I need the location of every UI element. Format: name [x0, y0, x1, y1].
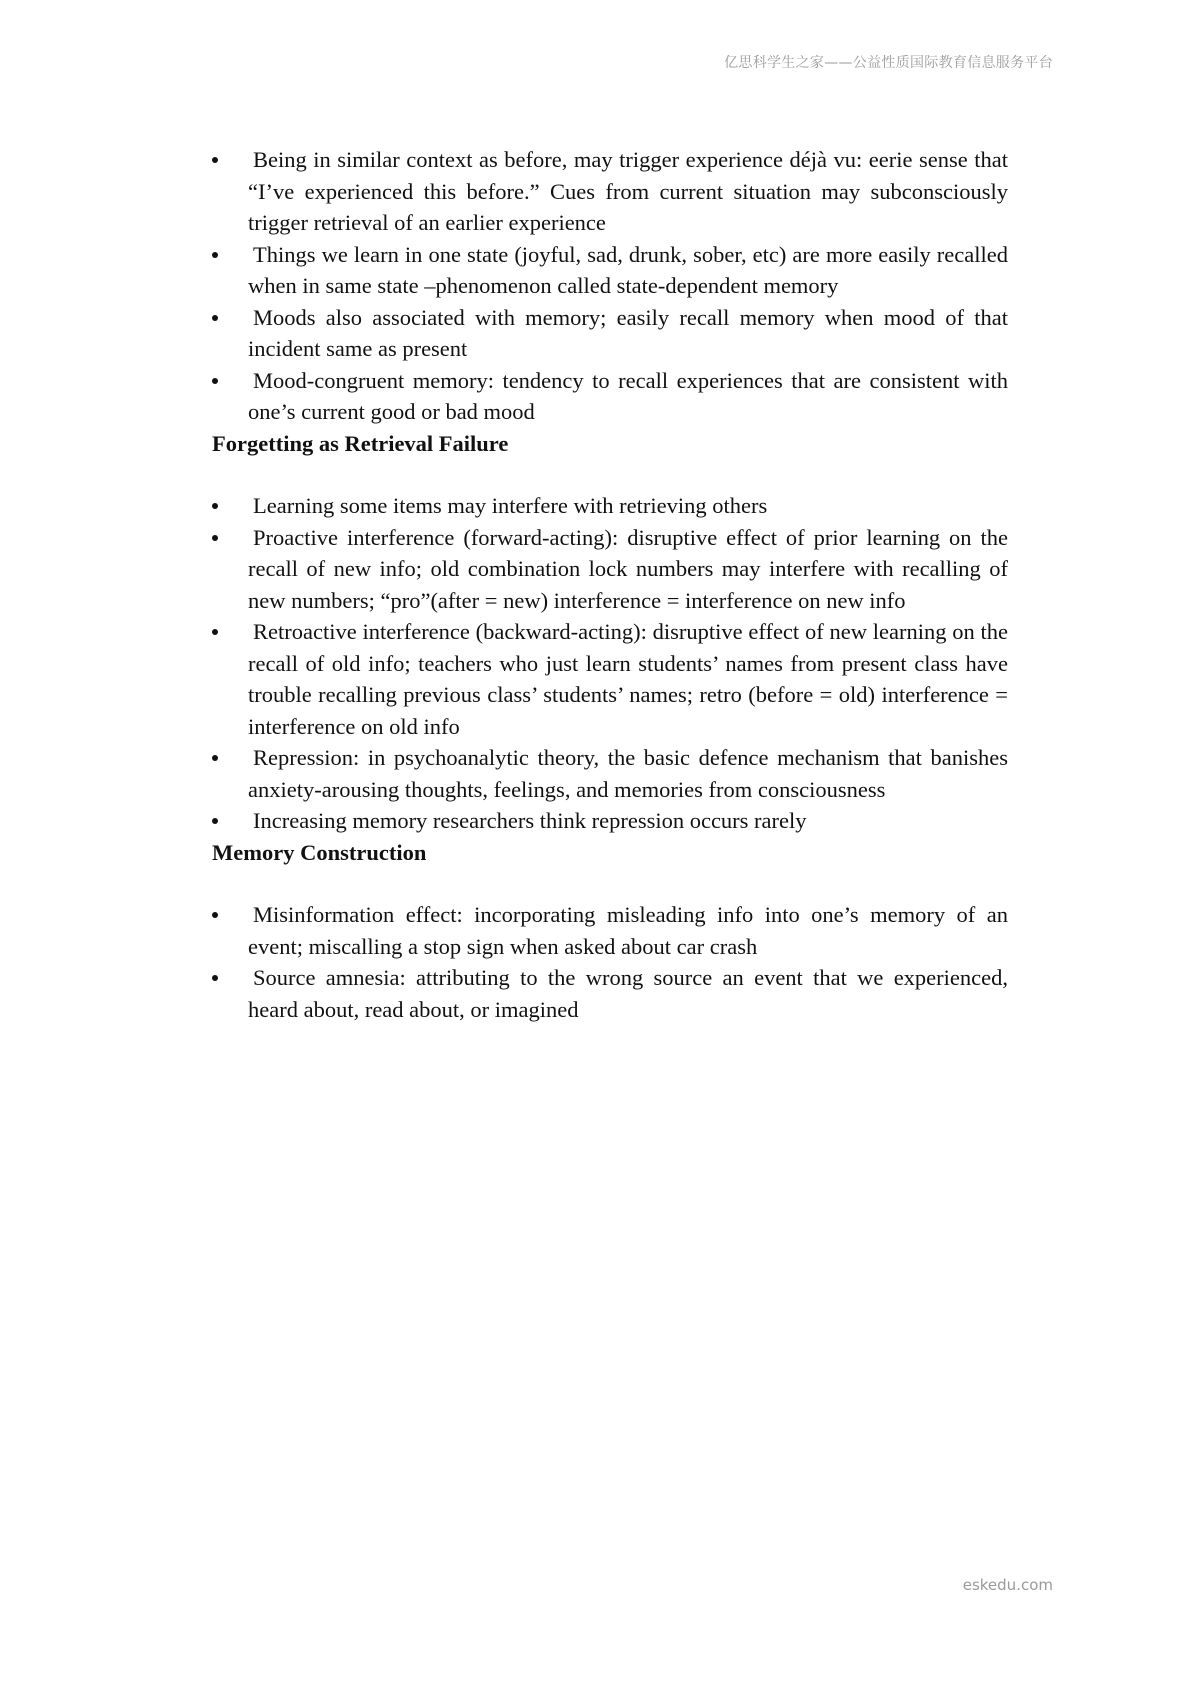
- bullet-icon: [212, 157, 218, 163]
- section-heading-construction: Memory Construction: [212, 839, 427, 865]
- list-item-text: Misinformation effect: incorporating misleading info into one’s memory of an event; miscalling a stop sign when asked about car crash: [248, 902, 1008, 959]
- bullet-icon: [212, 629, 218, 635]
- construction-bullet-list: [212, 899, 1008, 1025]
- bullet-icon: [212, 503, 218, 509]
- bullet-icon: [212, 818, 218, 824]
- list-item: [212, 302, 1008, 365]
- page-footer: eskedu.com: [962, 1576, 1053, 1594]
- bullet-icon: [212, 315, 218, 321]
- list-item-text: Moods also associated with memory; easily recall memory when mood of that incident same as present: [248, 304, 1008, 361]
- list-item: [212, 742, 1008, 805]
- bullet-icon: [212, 755, 218, 761]
- list-item-text: Repression: in psychoanalytic theory, the basic defence mechanism that banishes anxiety-arousing thoughts, feelings, and memories from consciousness: [248, 745, 1008, 802]
- bullet-icon: [212, 252, 218, 258]
- forgetting-bullet-list: [212, 490, 1008, 837]
- bullet-icon: [212, 535, 218, 541]
- list-item-text: Proactive interference (forward-acting): disruptive effect of prior learning on the recall of new info; old combination lock numbers may interfere with recalling of new numbers; “pro”(after = new) interference = interference on new info: [248, 524, 1008, 613]
- document-body: [212, 144, 1008, 1025]
- list-item: [212, 616, 1008, 742]
- list-item-text: Things we learn in one state (joyful, sad, drunk, sober, etc) are more easily recalled when in same state –phenomenon called state-dependent memory: [248, 241, 1008, 298]
- list-item: [212, 962, 1008, 1025]
- list-item: [212, 805, 1008, 837]
- list-item: [212, 365, 1008, 428]
- list-item: [212, 239, 1008, 302]
- list-item-text: Learning some items may interfere with retrieving others: [253, 493, 768, 518]
- bullet-icon: [212, 378, 218, 384]
- list-item-text: Mood-congruent memory: tendency to recall experiences that are consistent with one’s current good or bad mood: [248, 367, 1008, 424]
- page-header: 亿思科学生之家——公益性质国际教育信息服务平台: [724, 55, 1053, 71]
- list-item-text: Source amnesia: attributing to the wrong source an event that we experienced, heard about, read about, or imagined: [248, 965, 1008, 1022]
- bullet-icon: [212, 912, 218, 918]
- list-item-text: Retroactive interference (backward-acting): disruptive effect of new learning on the recall of old info; teachers who just learn students’ names from present class have trouble recalling previous class’ students’ names; retro (before = old) interference = interference on old info: [248, 619, 1008, 739]
- list-item-text: Being in similar context as before, may trigger experience déjà vu: eerie sense that “I’ve experienced this before.” Cues from current situation may subconsciously trigger retrieval of an earlier experience: [248, 147, 1008, 235]
- list-item: [212, 522, 1008, 617]
- section-heading-forgetting: Forgetting as Retrieval Failure: [212, 430, 509, 456]
- bullet-icon: [212, 975, 218, 981]
- list-item: [212, 899, 1008, 962]
- list-item: [212, 490, 1008, 522]
- list-item-text: Increasing memory researchers think repression occurs rarely: [253, 808, 807, 833]
- intro-bullet-list: [212, 144, 1008, 428]
- list-item: [212, 144, 1008, 239]
